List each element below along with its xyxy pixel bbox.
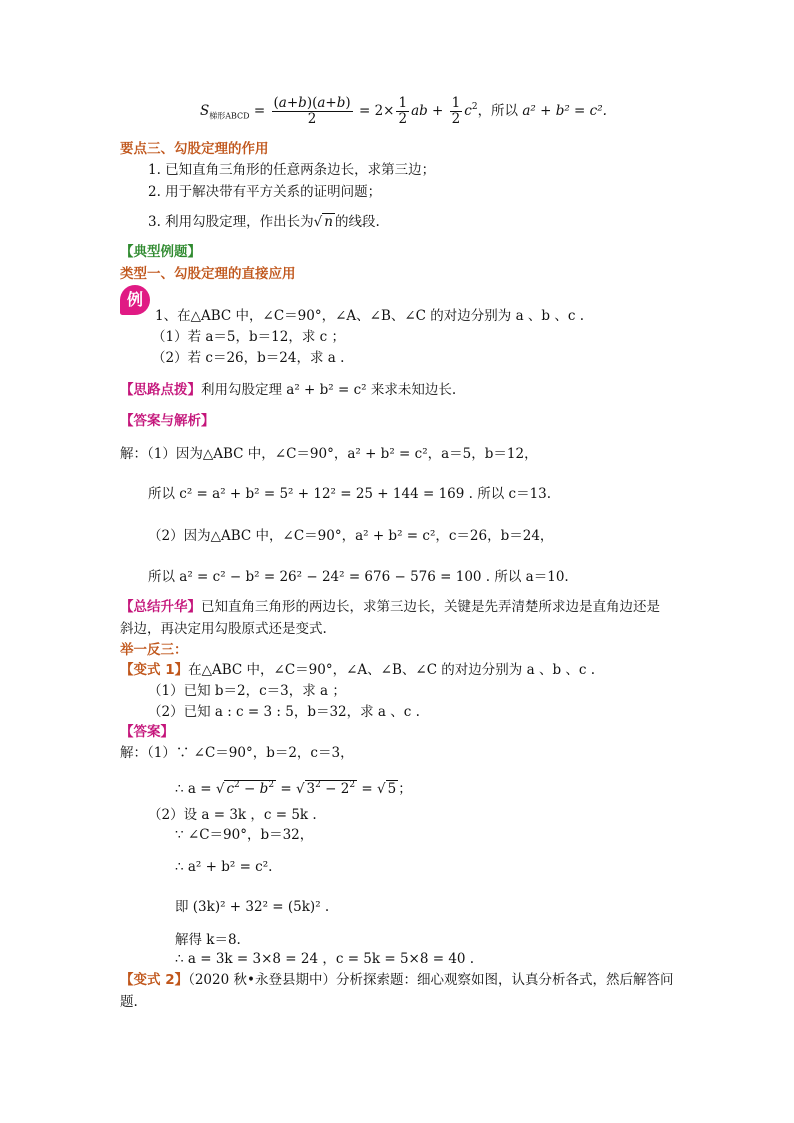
variant1-part2: （2）已知 a : c = 3 : 5，b＝32，求 a 、c . [148,704,420,720]
variant1-answer-label: 【答案】 [120,724,174,740]
example-badge: 例 [120,285,150,315]
examples-heading: 【典型例题】 [120,244,201,260]
area-subscript: 梯形ABCD [209,111,250,121]
type1-heading: 类型一、勾股定理的直接应用 [120,266,296,282]
hint-label: 【思路点拨】 [120,382,201,398]
formula-result-prefix: ，所以 [477,103,519,119]
summary-label: 【总结升华】 [120,599,201,615]
variant2-label: 【变式 2】 [120,972,189,988]
variant1-sol-4: ∵ ∠C＝90°，b＝32， [175,827,314,843]
variant1-sol-2-suffix: ； [398,781,412,797]
variant1-stem [120,661,595,679]
example1-part1: （1）若 a＝5，b＝12，求 c ； [152,329,345,345]
point3-item-2: 2. 用于解决带有平方关系的证明问题； [148,184,382,200]
variant1-part1: （1）已知 b＝2，c＝3，求 a ； [148,683,346,699]
variant1-sol-1: 解：（1）∵ ∠C＝90°，b＝2，c＝3， [120,745,354,761]
point3-item-3-text: 3. 利用勾股定理，作出长为 [148,214,314,230]
summary-text-1: 已知直角三角形的两边长，求第三边长，关键是先弄清楚所求边是直角边还是 [201,599,660,615]
variant2-text-1: （2020 秋•永登县期中）分析探索题：细心观察如图，认真分析各式，然后解答问 [188,972,674,988]
variant1-sol-2-prefix: ∴ a = [175,781,212,797]
hint-text: 利用勾股定理 a² + b² = c² 来求未知边长. [201,382,457,398]
hint [120,381,456,399]
variant1-sol-6: 即 (3k)² + 32² = (5k)² . [175,899,330,915]
drill-heading: 举一反三： [120,642,188,658]
solution-line-4: 所以 a² = c² − b² = 26² − 24² = 676 − 576 = 100 . 所以 a＝10. [148,569,569,585]
area-formula: $S_{梯形ABCD}$ = $\frac{(a+b)(a+b)}{2}$ = 2× $\frac{1}{2}$ ab + $\frac{1}{2}$ $c^2$，所以 a² + b² = c². [200,95,607,127]
point3-item-3-suffix: 的线段. [334,214,380,230]
solution-line-3: （2）因为△ABC 中，∠C＝90°，a² + b² = c²，c＝26，b＝24， [148,528,554,544]
point3-item-3: 3. 利用勾股定理，作出长为√ n 的线段. [148,214,380,230]
variant1-label: 【变式 1】 [120,662,189,678]
variant2-line-2: 题. [120,994,138,1010]
variant1-sol-8: ∴ a = 3k = 3×8 = 24 ，c = 5k = 5×8 = 40 . [175,951,475,967]
point3-item-1: 1. 已知直角三角形的任意两条边长，求第三边； [148,162,436,178]
variant2-line-1 [120,971,673,989]
variant1-sol-3: （2）设 a = 3k ，c = 5k . [148,807,317,823]
variant1-sol-2: ∴ a = √ $c^2 - b^2$ = √ $3^2 - 2^2$ = √ 5 ； [175,780,412,797]
solution-line-1: 解：（1）因为△ABC 中，∠C＝90°，a² + b² = c²，a＝5，b＝12， [120,446,538,462]
solution-line-2: 所以 c² = a² + b² = 5² + 12² = 25 + 144 = 169 . 所以 c＝13. [148,486,552,502]
variant1-stem-text: 在△ABC 中，∠C＝90°，∠A、∠B、∠C 的对边分别为 a 、b 、c . [188,662,596,678]
answer-label: 【答案与解析】 [120,413,215,429]
summary-line-2: 斜边，再决定用勾股原式还是变式. [120,621,327,637]
variant1-sol-7: 解得 k＝8. [175,932,241,948]
example1-part2: （2）若 c＝26，b＝24，求 a . [152,350,345,366]
formula-result: a² + b² = c². [522,103,607,119]
example1-stem: 1、在△ABC 中，∠C＝90°，∠A、∠B、∠C 的对边分别为 a 、b 、c . [155,308,585,324]
point3-heading: 要点三、勾股定理的作用 [120,141,269,157]
variant1-sol-5: ∴ a² + b² = c². [175,859,273,875]
summary-line-1 [120,598,660,616]
